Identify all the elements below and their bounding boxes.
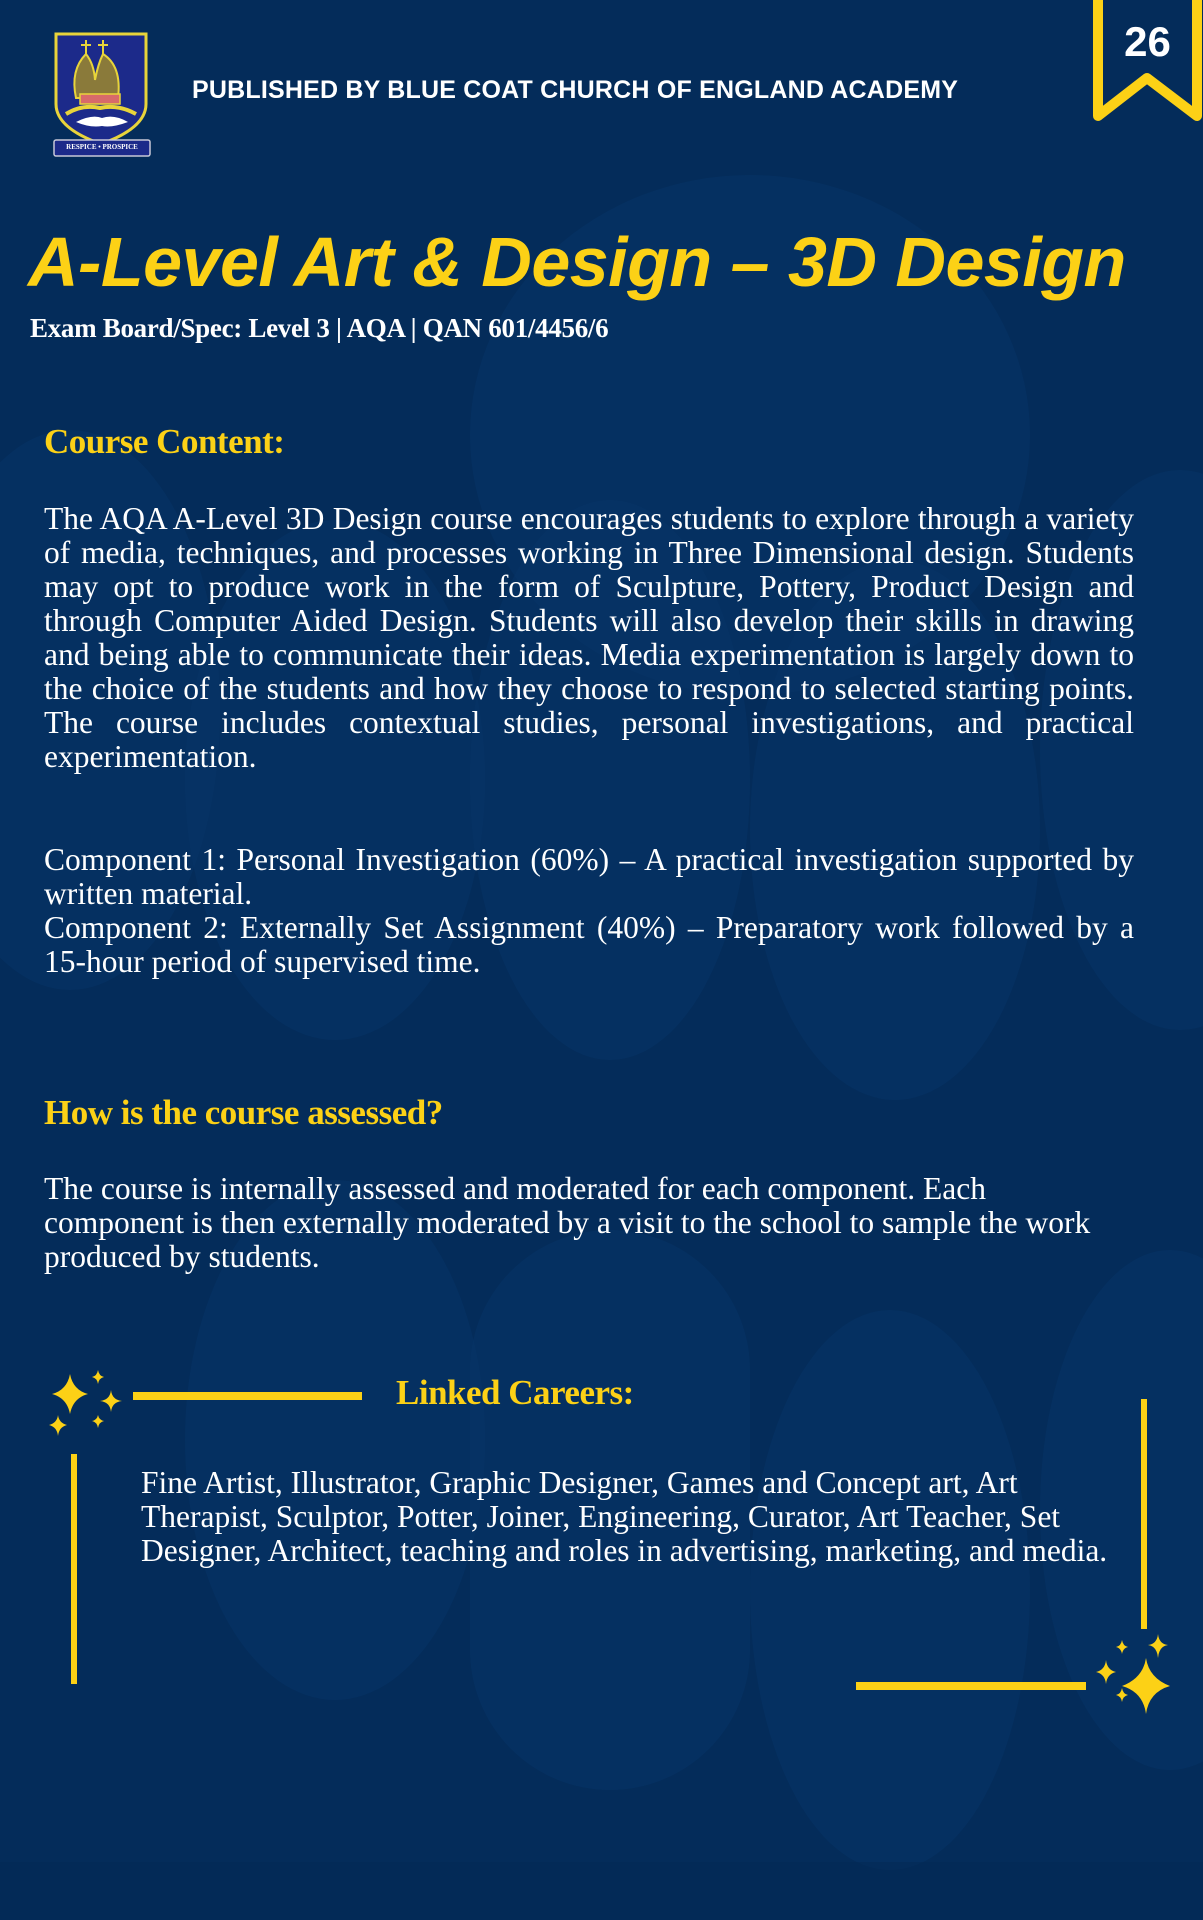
bg-shape — [750, 1310, 1030, 1870]
sparkle-icon — [1090, 1630, 1176, 1716]
school-crest-logo — [52, 30, 152, 158]
exam-spec: Exam Board/Spec: Level 3 | AQA | QAN 601/4456/6 — [30, 313, 609, 343]
course-content-body: The AQA A-Level 3D Design course encourages students to explore through a variety of media, techniques, and processes working in Three Dimensional design. Students may opt to produce work in the form of Sculpture, Pottery, Product Design and through Computer Aided Design. Students will also develop their skills in drawing and being able to communicate their ideas. Media experimentation is largely down to the choice of the students and how they choose to respond to selected starting points. The course includes contextual studies, personal investigations, and practical experimentation. — [44, 501, 1134, 774]
course-content-heading: Course Content: — [44, 422, 285, 461]
component-2: Component 2: Externally Set Assignment (40%) – Preparatory work followed by a 15-hour period of supervised time. — [44, 910, 1134, 979]
frame-line-left — [71, 1454, 77, 1684]
frame-line-right — [1141, 1399, 1147, 1629]
careers-heading: Linked Careers: — [396, 1373, 634, 1412]
page-title: A-Level Art & Design – 3D Design — [28, 223, 1126, 301]
assessment-body: The course is internally assessed and moderated for each component. Each component is then externally moderated by a visit to the school to sample the work produced by students. — [44, 1171, 1091, 1274]
divider-line — [856, 1682, 1086, 1690]
crest-motto: RESPICE • PROSPICE — [66, 143, 138, 151]
sparkle-icon — [42, 1370, 128, 1446]
component-1: Component 1: Personal Investigation (60%) – A practical investigation supported by written material. — [44, 842, 1134, 911]
page-number: 26 — [1124, 18, 1171, 65]
divider-line — [133, 1392, 362, 1400]
careers-body: Fine Artist, Illustrator, Graphic Designer, Games and Concept art, Art Therapist, Sculptor, Potter, Joiner, Engineering, Curator, Art Teacher, Set Designer, Architect, teaching and roles in advertising, marketing, and media. — [141, 1465, 1108, 1568]
publisher-line: PUBLISHED BY BLUE COAT CHURCH OF ENGLAND ACADEMY — [192, 76, 959, 104]
assessment-heading: How is the course assessed? — [44, 1093, 443, 1132]
bg-band — [0, 1862, 1203, 1920]
